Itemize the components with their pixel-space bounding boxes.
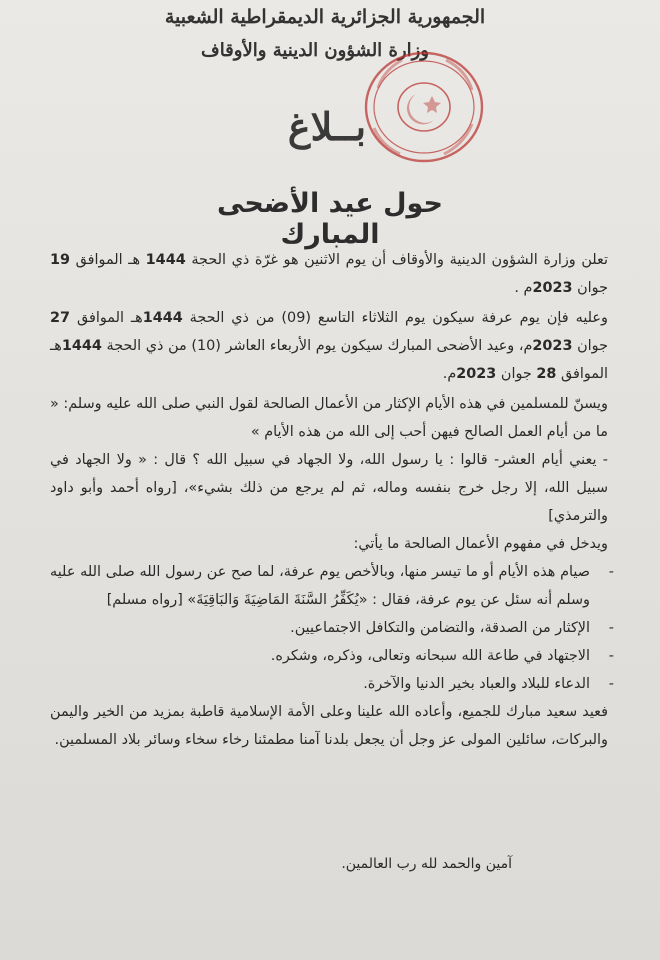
paragraph-first-day: تعلن وزارة الشؤون الدينية والأوقاف أن يوم الاثنين هو غرّة ذي الحجة 1444 هـ الموافق 19 جوان 2023م . (50, 252, 608, 296)
closing-prayer: آمين والحمد لله رب العالمين. (341, 856, 512, 872)
republic-header: الجمهورية الجزائرية الديمقراطية الشعبية (164, 6, 486, 28)
list-item: - الإكثار من الصدقة، والتضامن والتكافل الاجتماعيين. (290, 620, 614, 636)
paragraph-closing: فعيد سعيد مبارك للجميع، وأعاده الله علينا وعلى الأمة الإسلامية قاطبة بمزيد من الخير واليمن والبركات، سائلين المولى عز وجل أن يجعل بلدنا آمنا مطمئنا رخاء سخاء وسائر بلاد المسلمين. (50, 704, 608, 748)
list-item: - الدعاء للبلاد والعباد بخير الدنيا والآخرة. (363, 676, 614, 692)
announcement-heading: بــلاغ (287, 104, 367, 149)
paragraph-hadith: ويسنّ للمسلمين في هذه الأيام الإكثار من الأعمال الصالحة لقول النبي صلى الله عليه وسلم: « ما من أيام العمل الصالح فيهن أحب إلى الله من هذه الأيام » (50, 396, 608, 440)
list-item: - الاجتهاد في طاعة الله سبحانه وتعالى، وذكره، وشكره. (270, 648, 614, 664)
list-item-fasting: - صيام هذه الأيام أو ما تيسر منها، وبالأخص يوم عرفة، لما صح عن رسول الله صلى الله عليه وسلم أنه سئل عن يوم عرفة، فقال : «يُكَفِّرُ السَّنَةَ المَاضِيَةَ وَالبَاقِيَةَ» [رواه مسلم] (50, 564, 614, 608)
paragraph-good-deeds-intro: ويدخل في مفهوم الأعمال الصالحة ما يأتي: (353, 536, 608, 552)
paragraph-eid-dates: وعليه فإن يوم عرفة سيكون يوم الثلاثاء التاسع (09) من ذي الحجة 1444هـ الموافق 27 جوان 2023م، وعيد الأضحى المبارك سيكون يوم الأربعاء العاشر (10) من ذي الحجة 1444هـ الموافق 28 جوان 2023م. (50, 310, 608, 382)
ministry-header: وزارة الشؤون الدينية والأوقاف (201, 40, 429, 61)
announcement-body (50, 246, 630, 754)
paragraph-hadith-continued: - يعني أيام العشر- قالوا : يا رسول الله، ولا الجهاد في سبيل الله ؟ قال : « ولا الجهاد في سبيل الله، إلا رجل خرج بنفسه وماله، ثم لم يرجع من ذلك بشيء»، [رواه أحمد وأبو داود والترمذي] (50, 452, 608, 524)
announcement-title: حول عيد الأضحى المبارك (217, 188, 443, 250)
